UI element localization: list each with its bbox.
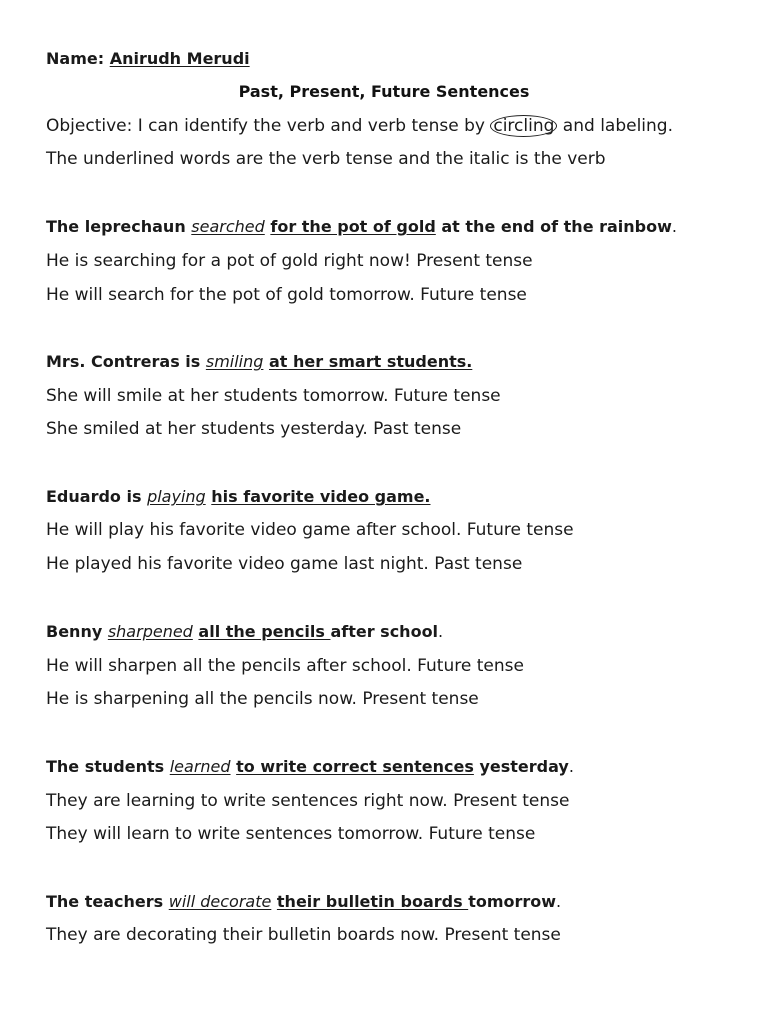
sentence-period: . [671, 217, 677, 236]
sentence-rest: tomorrow [468, 892, 557, 911]
sentence-6-answer-1: They are decorating their bulletin boards now. Present tense [46, 925, 561, 945]
objective-text-start: Objective: I can identify the verb and verb tense by [46, 116, 491, 136]
sentence-5-answer-2: They will learn to write sentences tomorrow. Future tense [46, 824, 536, 844]
sentence-rest: after school [330, 622, 439, 641]
sentence-3 [46, 486, 431, 508]
sentence-verb: will decorate [168, 892, 272, 911]
sentence-verb: smiling [205, 352, 264, 371]
sentence-verb: learned [169, 757, 231, 776]
sentence-period: . [556, 892, 562, 911]
name-label: Name [46, 49, 98, 68]
sentence-4-answer-1: He will sharpen all the pencils after school. Future tense [46, 656, 524, 676]
sentence-subject: Benny [46, 622, 108, 641]
sentence-3-answer-1: He will play his favorite video game after school. Future tense [46, 520, 574, 540]
sentence-tense-phrase: all the pencils [198, 622, 331, 641]
sentence-tense-phrase: to write correct sentences [236, 757, 474, 776]
sentence-2-answer-2: She smiled at her students yesterday. Past tense [46, 419, 462, 439]
sentence-2 [46, 351, 472, 373]
sentence-subject: The teachers [46, 892, 169, 911]
sentence-6 [46, 891, 561, 913]
sentence-period: . [438, 622, 444, 641]
sentence-verb: playing [147, 487, 206, 506]
sentence-subject: The leprechaun [46, 217, 192, 236]
sentence-tense-phrase: for the pot of gold [270, 217, 436, 236]
sentence-1-answer-1: He is searching for a pot of gold right now! Present tense [46, 251, 533, 271]
sentence-1-answer-2: He will search for the pot of gold tomorrow. Future tense [46, 285, 527, 305]
sentence-verb: searched [191, 217, 265, 236]
sentence-rest: at the end of the rainbow [435, 217, 672, 236]
name-colon: : [97, 49, 110, 68]
sentence-5 [46, 756, 574, 778]
objective-text-end: and labeling. [557, 116, 674, 136]
worksheet-title: Past, Present, Future Sentences [238, 82, 530, 101]
sentence-5-answer-1: They are learning to write sentences right now. Present tense [46, 791, 570, 811]
sentence-3-answer-2: He played his favorite video game last night. Past tense [46, 554, 523, 574]
student-name: Anirudh Merudi [109, 49, 250, 68]
sentence-4 [46, 621, 443, 643]
sentence-subject: The students [46, 757, 170, 776]
sentence-tense-phrase: at her smart students. [269, 352, 473, 371]
sentence-tense-phrase: his favorite video game. [211, 487, 431, 506]
name-line [46, 48, 250, 70]
instruction-line: The underlined words are the verb tense and the italic is the verb [46, 149, 606, 169]
sentence-subject: Eduardo is [46, 487, 148, 506]
sentence-period: . [568, 757, 574, 776]
sentence-subject: Mrs. Contreras is [46, 352, 206, 371]
objective-line [46, 115, 673, 137]
sentence-1 [46, 216, 677, 238]
sentence-rest: yesterday [473, 757, 569, 776]
sentence-2-answer-1: She will smile at her students tomorrow. Future tense [46, 386, 501, 406]
sentence-verb: sharpened [107, 622, 193, 641]
sentence-4-answer-2: He is sharpening all the pencils now. Present tense [46, 689, 479, 709]
circled-word: circling [490, 115, 557, 137]
sentence-tense-phrase: their bulletin boards [276, 892, 469, 911]
